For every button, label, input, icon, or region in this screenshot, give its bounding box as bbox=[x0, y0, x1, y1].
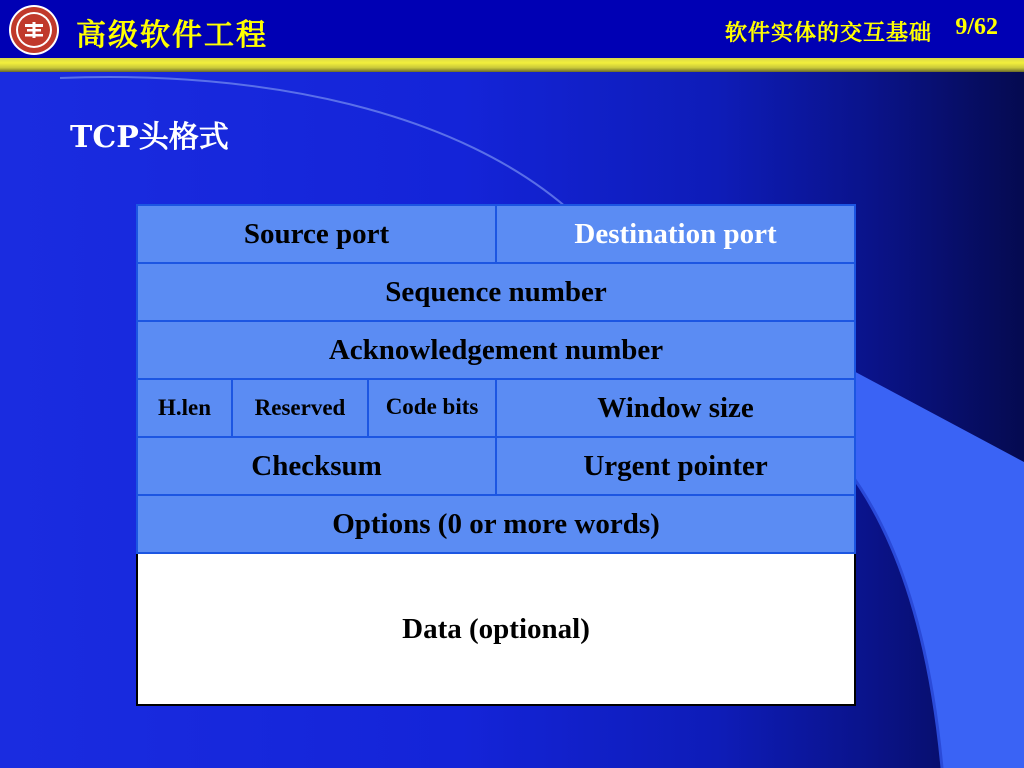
options-cell: Options (0 or more words) bbox=[137, 495, 855, 553]
university-seal-icon bbox=[8, 4, 60, 56]
window-size-cell: Window size bbox=[496, 379, 855, 437]
data-cell: Data (optional) bbox=[137, 553, 855, 705]
yellow-divider-bar bbox=[0, 58, 1024, 72]
header-length-cell: H.len bbox=[137, 379, 232, 437]
acknowledgement-number-cell: Acknowledgement number bbox=[137, 321, 855, 379]
table-row bbox=[137, 495, 855, 553]
page-number: 9/62 bbox=[955, 14, 998, 40]
section-title: 软件实体的交互基础 bbox=[724, 20, 932, 46]
sequence-number-cell: Sequence number bbox=[137, 263, 855, 321]
course-title: 高级软件工程 bbox=[76, 18, 268, 53]
table-row bbox=[137, 263, 855, 321]
table-row bbox=[137, 437, 855, 495]
urgent-pointer-cell: Urgent pointer bbox=[496, 437, 855, 495]
checksum-cell: Checksum bbox=[137, 437, 496, 495]
destination-port-cell: Destination port bbox=[496, 205, 855, 263]
reserved-cell: Reserved bbox=[232, 379, 368, 437]
code-bits-cell: Code bits bbox=[368, 379, 496, 437]
table-row bbox=[137, 379, 855, 437]
slide-title: TCP头格式 bbox=[70, 120, 229, 155]
header-bar bbox=[0, 0, 1024, 58]
table-row bbox=[137, 321, 855, 379]
tcp-header-table bbox=[136, 204, 856, 706]
table-row bbox=[137, 553, 855, 705]
table-row bbox=[137, 205, 855, 263]
source-port-cell: Source port bbox=[137, 205, 496, 263]
